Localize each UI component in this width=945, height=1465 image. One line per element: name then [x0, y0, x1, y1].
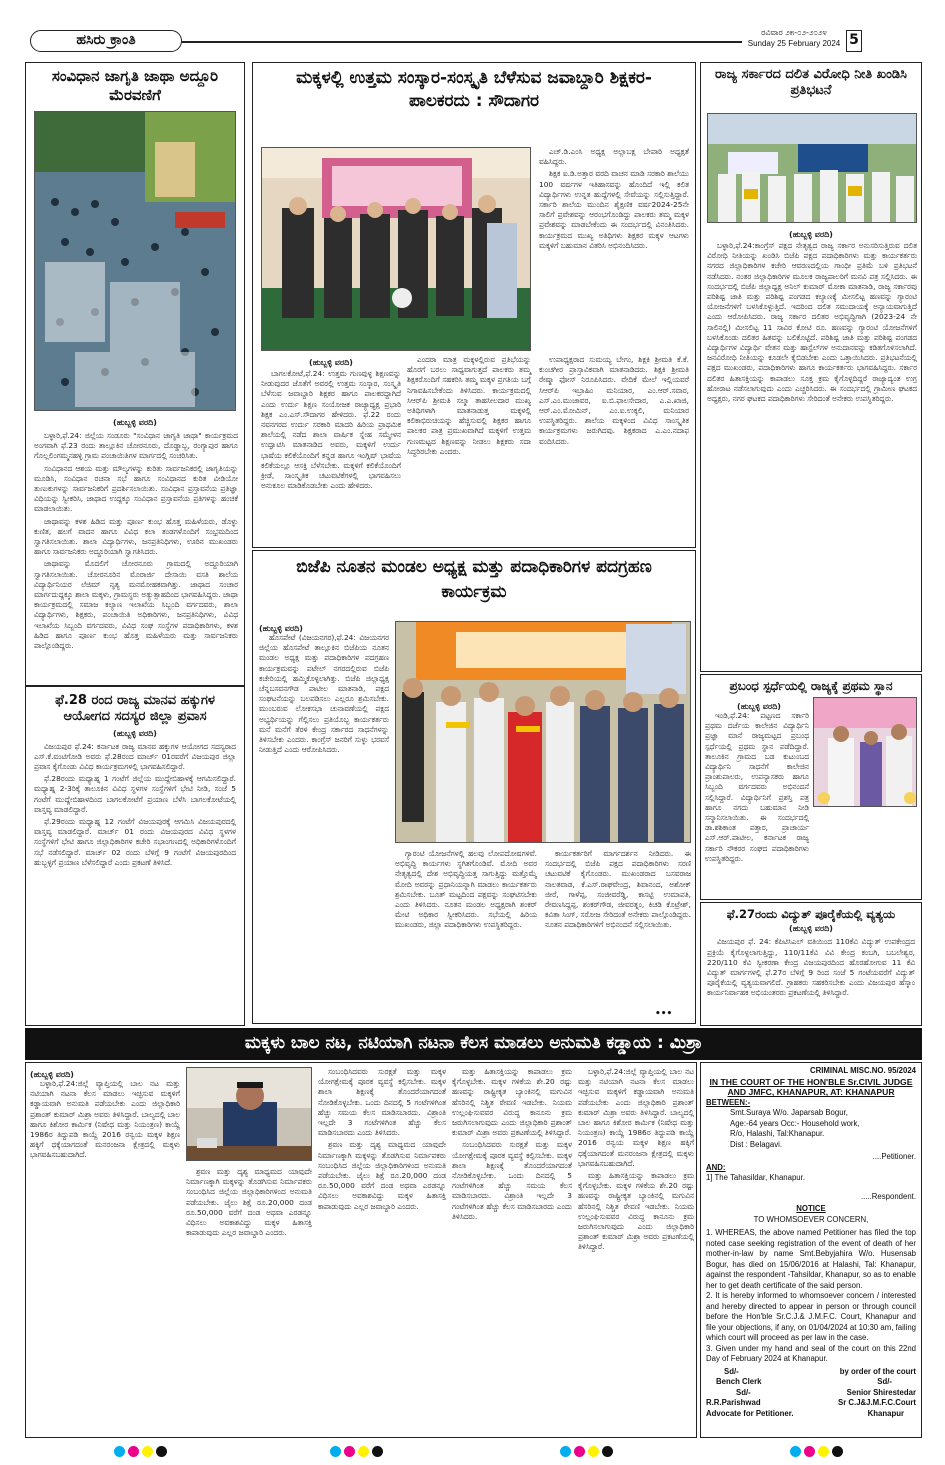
- school-event-image: [262, 148, 531, 351]
- magenta-dot: [574, 1446, 585, 1457]
- article-title: ಫೆ.27ರಂದು ವಿದ್ಯುತ್ ಪೂರೈಕೆಯಲ್ಲಿ ವ್ಯತ್ಯಯ: [726, 907, 896, 921]
- page-number: 5: [849, 32, 859, 48]
- article-child-actors: [25, 1062, 697, 1438]
- article-title: ಬಿಜೆಪಿ ನೂತನ ಮಂಡಲ ಅಧ್ಯಕ್ಷ ಮತ್ತು ಪದಾಧಿಕಾರಿಗಳ ಪದಗ್ರಹಣ ಕಾರ್ಯಕ್ರಮ: [296, 557, 652, 602]
- article-byline: (ಹುಬ್ಬಳ್ಳಿ ವರದಿ): [113, 728, 157, 738]
- article-byline: (ಹುಬ್ಬಳ್ಳಿ ವರದಿ): [30, 1070, 74, 1079]
- protest-photo: [707, 113, 917, 223]
- article-top-right-text: [539, 147, 689, 253]
- legal-between: BETWEEN:-: [706, 1097, 751, 1107]
- article-byline: (ಹುಬ್ಬಳ್ಳಿ ವರದಿ): [789, 230, 833, 239]
- legal-notice-heading: NOTICE: [796, 1204, 826, 1213]
- paragraph: ಕಾರ್ಯಕರ್ತರಿಗೆ ಮಾರ್ಗದರ್ಶನ ನೀಡಿದರು. ಈ ಸಂದರ್ಭದಲ್ಲಿ ಬಿಜೆಪಿ ಪಕ್ಷದ ಪದಾಧಿಕಾರಿಗಳು ಸರಣಿ ಚಟುವಟಿಕೆ ಕೈಗೊಂಡರು. ಮುಖಂಡರಾದ ಬಸವರಾಜ ನಾಲತವಾಡ, ಕೆ.ಎಸ್.ರಾಘವೇಂದ್ರ, ಶಿವಾನಂದ, ಅಶೋಕ್ ಜೀರೆ, ಗಾಳೆಪ್ಪ, ಸಂಜೀವರೆಡ್ಡಿ, ಕಾಸಟ್ಟಿ ಉಮಾಪತಿ, ರೇವಣಸಿದ್ದಪ್ಪ, ಶಂಕರ್‌ಗೌಡ, ಜೀವರತ್ನಂ, ಕಿಚಡಿ ಕೊಟ್ರೇಶ್, ಕವಿತಾ ಸಿಂಗ್, ಸರೋಜ ಸೇರಿದಂತೆ ಅನೇಕರು ಪಾಲ್ಗೊಂಡಿದ್ದರು. ನೂತನ ಪದಾಧಿಕಾರಿಗಳಿಗೆ ಅಭಿನಂದನೆ ಸಲ್ಲಿಸಲಾಯಿತು.: [545, 849, 691, 930]
- masthead: [12, 28, 934, 58]
- end-marker: •••: [655, 1009, 673, 1019]
- legal-respondent-label: .....Respondent.: [860, 1191, 916, 1201]
- protest-image: [708, 114, 917, 223]
- article-essay-competition: [700, 674, 922, 900]
- cyan-dot: [560, 1446, 571, 1457]
- student-award-image: [814, 698, 917, 807]
- legal-petitioner-residence: R/o, Halashi, Tal:Khanapur.: [730, 1129, 825, 1138]
- cyan-dot: [790, 1446, 801, 1457]
- black-dot: [372, 1446, 383, 1457]
- color-registration-marks-center: [330, 1446, 390, 1458]
- paragraph: ಸಂವಿಧಾನದ ಆಶಯ ಮತ್ತು ಮೌಲ್ಯಗಳನ್ನು ಕುರಿತು ಸಾರ್ವಜನಿಕರಲ್ಲಿ ಜಾಗೃತಿಯನ್ನು ಮೂಡಿಸಿ, ಸಂವಿಧಾನ ರಚನಾ ಸಭೆ ಹಾಗೂ ಸಂವಿಧಾನದ ಕುರಿತ ವೀಡಿಯೋ ತುಣುಕುಗಳನ್ನು ಸಾರ್ವಜನಿಕರಿಗೆ ಪ್ರದರ್ಶಿಸಲಾಯಿತು. ಸಂವಿಧಾನ ಪ್ರಸ್ತಾವನೆಯ ಪ್ರತಿಜ್ಞಾ ವಿಧಿಯನ್ನು ಸ್ವೀಕರಿಸಿ, ಜಾಥಾದ ಉದ್ದಕ್ಕೂ ಸಂವಿಧಾನ ಪ್ರಸ್ತಾವನೆಯ ಪ್ರತಿಗಳನ್ನು ಹಂಚಿಕೆ ಮಾಡಲಾಯಿತು.: [34, 463, 238, 514]
- yellow-dot: [358, 1446, 369, 1457]
- legal-senior-shirestedar: Senior Shirestedar: [846, 1387, 916, 1397]
- article-col-1: [259, 633, 389, 757]
- legal-clause-3: 3. Given under my hand and seal of the court on this 22nd Day of February 2024 at Khanapur.: [706, 1343, 916, 1363]
- yellow-dot: [588, 1446, 599, 1457]
- legal-signature-row-3: [706, 1388, 916, 1399]
- article-col-5: [578, 1067, 694, 1255]
- legal-misc-no: CRIMINAL MISC.NO. 95/2024: [809, 1066, 916, 1075]
- paragraph: ಶ್ರವಣ ಮತ್ತು ದೃಶ್ಯ ಮಾಧ್ಯಮದ ಯಾವುದೇ ನಿರ್ಮಾಣಕ್ಕಾಗಿ ಮಕ್ಕಳನ್ನು ತೊಡಗಿಸುವ ನಿರ್ಮಾಪಕರು ಸಂಬಂಧಿಸಿದ ಜಿಲ್ಲೆಯ ಜಿಲ್ಲಾಧಿಕಾರಿಗಳಿಂದ ಅನುಮತಿ ಪಡೆಯಬೇಕು. ಜೈಲು ಶಿಕ್ಷೆ ರೂ.20,000 ದಂಡ ರೂ.50,000 ವರೆಗೆ ದಂಡ ಅಥವಾ ಎರಡನ್ನೂ ವಿಧಿಸಲು ಅವಕಾಶವಿದ್ದು ಮಕ್ಕಳ ಹಿತಾಸಕ್ತಿ ಕಾಪಾಡುವುದು ಎಲ್ಲರ ಜವಾಬ್ದಾರಿ ಎಂದರು.: [186, 1167, 312, 1238]
- magenta-dot: [804, 1446, 815, 1457]
- legal-petitioner-district: Dist : Belagavi.: [730, 1139, 783, 1149]
- legal-khanapur: Khanapur: [867, 1408, 904, 1418]
- child-actor-banner: [25, 1028, 922, 1060]
- legal-notice: [700, 1062, 922, 1438]
- legal-signature-row-4: [706, 1398, 916, 1409]
- article-body: [705, 711, 809, 866]
- paragraph: ಮತ್ತು ಹಿತಾಸಕ್ತಿಯನ್ನು ಕಾಪಾಡಲು ಕ್ರಮ ಕೈಗೊಳ್ಳಬೇಕು. ಮಕ್ಕಳ ಗಳಿಕೆಯ ಶೇ.20 ರಷ್ಟು ಹಣವನ್ನು ರಾಷ್ಟ್ರೀಕೃತ ಬ್ಯಾಂಕಿನಲ್ಲಿ ಮಗುವಿನ ಹೆಸರಿನಲ್ಲಿ ನಿಶ್ಚಿತ ಠೇವಣಿ ಇಡಬೇಕು. ನಿಯಮ ಉಲ್ಲಂಘಿಸುವವರ ವಿರುದ್ಧ ಕಾನೂನು ಕ್ರಮ ಜರುಗಿಸಲಾಗುವುದು ಎಂದು ಜಿಲ್ಲಾಧಿಕಾರಿ ಪ್ರಶಾಂತ್ ಕುಮಾರ್ ಮಿಶ್ರಾ ಅವರು ಪ್ರಕಟಣೆಯಲ್ಲಿ ತಿಳಿಸಿದ್ದಾರೆ.: [578, 1171, 694, 1252]
- paragraph: ಬಾಗಲಕೋಟೆ,ಫೆ.24: ಉತ್ತಮ ಗುಣವುಳ್ಳ ಶಿಕ್ಷಣವನ್ನು ನೀಡುವುದರ ಜೊತೆಗೆ ಅವರಲ್ಲಿ ಉತ್ತಮ ಸಂಸ್ಕಾರ, ಸಂಸ್ಕೃತಿ ಬೆಳೆಸುವ ಜವಾಬ್ದಾರಿ ಶಿಕ್ಷಕರ ಹಾಗೂ ಪಾಲಕರದ್ದಾಗಿದೆ ಎಂದು ಉರ್ದು ಶಿಕ್ಷಣ ಸಂಯೋಜಕ ರಾಜ್ಯಾಧ್ಯಕ್ಷ ಪ್ರಭಾರಿ ಶಿಕ್ಷಕ ಎಂ.ಎಸ್.ಸೌದಾಗರ ಹೇಳಿದರು. ಫೆ.22 ರಂದು ನವನಗರದ ಉರ್ದು ಸರಕಾರಿ ಮಾದರಿ ಹಿರಿಯ ಪ್ರಾಥಮಿಕ ಶಾಲೆಯಲ್ಲಿ ನಡೆದ ಶಾಲಾ ವಾರ್ಷಿಕ ಸ್ನೇಹ ಸಮ್ಮೇಳನ ಉದ್ಘಾಟಿಸಿ ಮಾತನಾಡಿದ ಅವರು, ಮಕ್ಕಳಿಗೆ ಉರ್ದು ಭಾಷೆಯ ಕಲಿಕೆಯೊಂದಿಗೆ ಕನ್ನಡ ಹಾಗೂ ಇಂಗ್ಲಿಷ್ ಭಾಷೆಯ ಕಲಿಕೆಯಲ್ಲೂ ಆಸಕ್ತಿ ಬೆಳೆಸಬೇಕು. ಮಕ್ಕಳಿಗೆ ಕಲಿಕೆಯೊಂದಿಗೆ ಕ್ರೀಡೆ, ಸಾಂಸ್ಕೃತಿಕ ಚಟುವಟಿಕೆಗಳಲ್ಲಿ ಭಾಗವಹಿಸಲು ಅನುಕೂಲ ಮಾಡಿಕೊಡಬೇಕು ಎಂದು ಹೇಳಿದರು.: [261, 369, 401, 491]
- magenta-dot: [344, 1446, 355, 1457]
- legal-to-whom: TO WHOMSOEVER CONCERN,: [753, 1214, 869, 1224]
- district-collector-image: [187, 1068, 312, 1161]
- article-byline: (ಹುಬ್ಬಳ್ಳಿ ವರದಿ): [737, 702, 781, 711]
- paragraph: ಜಾಥಾವನ್ನು ಮೊದಲಿಗೆ ಚೋರನೂರು ಗ್ರಾಮದಲ್ಲಿ ಅದ್ದೂರಿಯಾಗಿ ಸ್ವಾಗತಿಸಲಾಯಿತು. ಚೋರನೂರಿನ ಮೊರಾರ್ಜಿ ದೇಸಾಯಿ ವಸತಿ ಶಾಲೆಯ ವಿದ್ಯಾರ್ಥಿನಿಯರ ಲೆಜಿಮ್ ನೃತ್ಯ ಮನಮೋಹಕವಾಗಿತ್ತು. ಜಾಥಾದ ಸಂಚಾರ ಮಾರ್ಗದುದ್ದಕ್ಕೂ ಶಾಲಾ ಮಕ್ಕಳು, ಗ್ರಾಮಸ್ಥರು ಅತ್ಯುತ್ಸಾಹದಿಂದ ಭಾಗವಹಿಸಿದ್ದರು. ಜಾಥಾ ಕಾರ್ಯಕ್ರಮದಲ್ಲಿ ಸಮಾಜ ಕಲ್ಯಾಣ ಇಲಾಖೆಯ ಸಿಬ್ಬಂದಿ ವರ್ಗದವರು, ಶಾಲಾ ವಿದ್ಯಾರ್ಥಿಗಳು, ಶಿಕ್ಷಕರು, ಪಂಚಾಯಿತಿ ಅಧಿಕಾರಿಗಳು, ಜನಪ್ರತಿನಿಧಿಗಳು, ವಿವಿಧ ಇಲಾಖೆಯ ಸಿಬ್ಬಂದಿ ವರ್ಗದವರು, ವಿವಿಧ ಸಂಘ ಸಂಸ್ಥೆಗಳ ಪದಾಧಿಕಾರಿಗಳು, ಕಳಶ ಹಿಡಿದ ಹಾಗೂ ಪೂರ್ಣ ಕುಂಭ ಹೊತ್ತ ಮಹಿಳೆಯರು ಮತ್ತು ಸಾರ್ವಜನಿಕರು ಪಾಲ್ಗೊಂಡಿದ್ದರು.: [34, 559, 238, 651]
- article-byline: (ಹುಬ್ಬಳ್ಳಿ ವರದಿ): [309, 358, 353, 367]
- legal-court-line-1: IN THE COURT OF THE HON'BLE Sr.CIVIL JUDGE: [709, 1076, 913, 1087]
- legal-clause-1: 1. WHEREAS, the above named Petitioner has filed the top noted case seeking registration of the event of death of her mother-in-law by name Smt.Bebyjahira W/o. Husensab Bogur, has died on 15/06/2016 at Halashi, Tal: Khanapur, against the respondent -Tahsildar, Khanapur, so as to enable her to get death certificate of the said person.: [706, 1228, 916, 1290]
- school-event-photo: [261, 147, 531, 351]
- article-title: ಮಕ್ಕಳು ಬಾಲ ನಟ, ನಟಿಯಾಗಿ ನಟನಾ ಕೆಲಸ ಮಾಡಲು ಅನುಮತಿ ಕಡ್ಡಾಯ : ಮಿಶ್ರಾ: [244, 1033, 703, 1053]
- article-power-outage: [700, 902, 922, 1026]
- cyan-dot: [114, 1446, 125, 1457]
- legal-order: by order of the court: [839, 1366, 916, 1376]
- date-kannada: ರವಿವಾರ ೨೫-೦೨-೨೦೨೪: [761, 28, 827, 37]
- paragraph: ಎಂದರಾ ಮಾತ್ರ ಮಕ್ಕಳಲ್ಲಿರುವ ಪ್ರತಿಭೆಯನ್ನು ಹೊರಗೆ ಬರಲು ಸಾಧ್ಯವಾಗುತ್ತದೆ ಪಾಲಕರು ತಮ್ಮ ಶಿಕ್ಷಕರೊಂದಿಗೆ ಸಹಕರಿಸಿ ತಮ್ಮ ಮಕ್ಕಳ ಪ್ರಗತಿಯ ಬಗ್ಗೆ ನಿಗಾವಹಿಸಬೇಕೆಂದು ತಿಳಿಸಿದರು. ಕಾರ್ಯಕ್ರಮದಲ್ಲಿ ಸಿಆರ್‌ಪಿ ಶ್ರೀಮತಿ ಸಲ್ಮಾ ತಾಹಸೀಲದಾರ ಮುಖ್ಯ ಅತಿಥಿಗಳಾಗಿ ಮಾತನಾಡುತ್ತ ಮಕ್ಕಳಲ್ಲಿ ಕಲಿಕಾಭಿರುಚಿಯನ್ನು ಹೆಚ್ಚಿಸುವಲ್ಲಿ ಶಿಕ್ಷಕರ ಹಾಗೂ ಪಾಲಕರ ಪಾತ್ರ ಪ್ರಮುಖವಾಗಿದೆ ಮಕ್ಕಳಿಗೆ ಉತ್ತಮ ಗುಣಮಟ್ಟದ ಶಿಕ್ಷಣವನ್ನು ನೀಡಲು ಶಿಕ್ಷಕರು ಸದಾ ಸಿದ್ಧರಿರಬೇಕು ಎಂದರು.: [407, 355, 531, 456]
- paragraph: ಶಿಕ್ಷಕ ಐ.ಡಿ.ಅತ್ತಾರ ವರದಿ ವಾಚನ ಮಾಡಿ ಸರಕಾರಿ ಶಾಲೆಯು 100 ವರ್ಷಗಳ ಇತಿಹಾಸವನ್ನು ಹೊಂದಿದೆ ಇಲ್ಲಿ ಕಲಿತ ವಿದ್ಯಾರ್ಥಿಗಳು ಉನ್ನತ ಹುದ್ದೆಗಳಲ್ಲಿ ಸೇವೆಯನ್ನು ಸಲ್ಲಿಸುತ್ತಿದ್ದಾರೆ. ಸರ್ಕಾರಿ ಶಾಲೆಯ ಮುಂದಿನ ಶೈಕ್ಷಣಿಕ ವರ್ಷ2024-25ನೇ ಸಾಲಿಗೆ ಪ್ರವೇಶವನ್ನು ಆರಂಭಗೊಂಡಿದ್ದು ಪಾಲಕರು ತಮ್ಮ ಮಕ್ಕಳ ಪ್ರವೇಶವನ್ನು ಮಾಡಬೇಕೆಂದು ಈ ಸಂದರ್ಭದಲ್ಲಿ ವಿನಂತಿಸಿದರು. ಕಾರ್ಯಕ್ರಮದ ಮುಖ್ಯ ಅತಿಥಿಗಳು ಶಿಕ್ಷಕರ ಮಕ್ಕಳ ಆಟಗಳು ಮಕ್ಕಳಿಗೆ ಬಹುಮಾನ ವಿತರಿಸಿ ಅಭಿನಂದಿಸಿದರು.: [539, 169, 689, 250]
- yellow-dot: [142, 1446, 153, 1457]
- paragraph: ಉಪಾಧ್ಯಕ್ಷರಾದ ಸುಮಯ್ಯ ಬೇಗಂ, ಶಿಕ್ಷಕಿ ಶ್ರೀಮತಿ ಕೆ.ಕೆ. ಕುಂಚಗೀರ ಪ್ರಾಸ್ತಾವಿಕವಾಗಿ ಮಾತನಾಡಿದರು. ಶಿಕ್ಷಕಿ ಶ್ರೀಮತಿ ರೇಷ್ಮಾ ಫೋಸ್ ನಿರೂಪಿಸಿದರು. ವೇದಿಕೆ ಮೇಲೆ ಇಲ್ಲಿಯವರೆ ಸಿಆರ್‌ಪಿ ಇಬ್ರಾಹಿಂ ಮನಿಯಾರ, ಎಂ.ಆರ್.ಸವಾರ, ಎಸ್.ಎಂ.ಮುಜಾವರ, ಐ.ಬಿ.ಫಾಲಸೇದಾರ, ಎ.ಎ.ಖಾಜಿ, ಆರ್.ಎಂ.ಮೋಮಿನ್, ಎಂ.ಐ.ಉಕ್ಕಲಿ, ಮನಿಯಾರ ಉಪಸ್ಥಿತರಿದ್ದರು. ಶಾಲೆಯ ಮಕ್ಕಳಿಂದ ವಿವಿಧ ಸಾಂಸ್ಕೃತಿಕ ಕಾರ್ಯಕ್ರಮಗಳು ಜರುಗಿದವು. ಶಿಕ್ಷಕರಾದ ಎ.ಎಂ.ನದಾಫ ವಂದಿಸಿದರು.: [539, 355, 689, 446]
- color-registration-marks-right: [560, 1446, 620, 1458]
- article-title: ಸಂವಿಧಾನ ಜಾಗೃತಿ ಜಾಥಾ ಅದ್ದೂರಿ ಮೆರವಣಿಗೆ: [51, 67, 219, 104]
- article-body: [26, 742, 244, 868]
- student-award-photo: [813, 697, 917, 807]
- legal-advocate-name: R.R.Parishwad: [706, 1398, 761, 1407]
- article-col-2: [407, 355, 531, 459]
- article-col-3: [545, 849, 691, 933]
- legal-clause-2: 2. It is hereby informed to whomsoever concern / interested and hereby directed to appear in person or through council before the Hon'ble Sr.C.J.& J.M.F.C. Court, Khanapur and file your objections, if any, on 01/04/2024 at 10:30 am, failing which court will proceed as per law in the case.: [706, 1291, 916, 1342]
- paragraph: ಎಚ್.ಡಿ.ಎಂಸಿ ಅಧ್ಯಕ್ಷ ಅಲ್ಲಾಬಕ್ಷ ಬೇಪಾರಿ ಅಧ್ಯಕ್ಷತೆ ವಹಿಸಿದ್ದರು.: [539, 147, 689, 167]
- article-col-2: [186, 1167, 312, 1240]
- paragraph: ಬಳ್ಳಾರಿ,ಫೆ.24: ಜಿಲ್ಲೆಯ ಸಂಡೂರು "ಸಂವಿಧಾನ ಜಾಗೃತಿ ಜಾಥಾ" ಕಾರ್ಯಕ್ರಮದ ಅಂಗವಾಗಿ ಫೆ.23 ರಂದು ತಾಲ್ಲೂಕಿನ ಚೋರನೂರು, ದೊಡ್ಡಾಬ್ಬ, ರಂಗ್ಯಾಪುರ ಹಾಗೂ ಗೊಲ್ಲಲಿಂಗಮ್ಮನಹಳ್ಳಿ ಗ್ರಾಮ ಪಂಚಾಯಿತಿಗಳ ಮಾರ್ಗದಲ್ಲಿ ಸಂಚರಿಸಿತು.: [34, 431, 238, 461]
- district-collector-photo: [186, 1067, 312, 1161]
- legal-signature-row-5: [706, 1409, 916, 1420]
- article-col-2: [395, 849, 537, 933]
- color-registration-marks-far-right: [790, 1446, 850, 1458]
- legal-sd-right: Sd/-: [877, 1377, 892, 1386]
- masthead-name: ಹಸಿರು ಕ್ರಾಂತಿ: [76, 32, 136, 48]
- bjp-event-photo: [395, 621, 691, 843]
- article-title: ರಾಜ್ಯ ಸರ್ಕಾರದ ದಲಿತ ವಿರೋಧಿ ನೀತಿ ಖಂಡಿಸಿ ಪ್ರತಿಭಟನೆ: [715, 67, 907, 99]
- article-samvidhana: [25, 62, 245, 686]
- paragraph: ಗ್ಯಾರಂಟಿ ಯೋಜನೆಗಳಲ್ಲಿ ಹಲವು ಲೋಪದೋಷಗಳಿವೆ. ಅಭಿವೃದ್ಧಿ ಕಾರ್ಯಗಳು ಸ್ಥಗಿತಗೊಂಡಿವೆ. ಮೋದಿ ಅವರ ನೇತೃತ್ವದಲ್ಲಿ ದೇಶ ಅಭಿವೃದ್ಧಿಯತ್ತ ಸಾಗುತ್ತಿದ್ದು ಮತ್ತೊಮ್ಮೆ ಮೋದಿ ಅವರನ್ನು ಪ್ರಧಾನಿಯನ್ನಾಗಿ ಮಾಡಲು ಕಾರ್ಯಕರ್ತರು ಶ್ರಮಿಸಬೇಕು. ಬೂತ್ ಮಟ್ಟದಿಂದ ಪಕ್ಷವನ್ನು ಸಂಘಟಿಸಬೇಕು ಎಂದು ತಿಳಿಸಿದರು. ನೂತನ ಮಂಡಲ ಅಧ್ಯಕ್ಷರಾಗಿ ಶಂಕರ್ ಮೇಟಿ ಅಧಿಕಾರ ಸ್ವೀಕರಿಸಿದರು. ಸಭೆಯಲ್ಲಿ ಹಿರಿಯ ಮುಖಂಡರು, ಜಿಲ್ಲಾ ಪದಾಧಿಕಾರಿಗಳು ಉಪಸ್ಥಿತರಿದ್ದರು.: [395, 849, 537, 930]
- legal-court-line-2: AND JMFC, KHANAPUR, AT: KHANAPUR: [727, 1087, 895, 1097]
- legal-petitioner-label: ....Petitioner.: [872, 1152, 916, 1161]
- article-col-4: [452, 1067, 572, 1224]
- article-col-3: [318, 1067, 446, 1214]
- paragraph: ಹೊಸಪೇಟೆ (ವಿಜಯನಗರ),ಫೆ.24: ವಿಜಯನಗರ ಜಿಲ್ಲೆಯ ಹೊಸಪೇಟೆ ತಾಲ್ಲೂಕಿನ ಬಿಜೆಪಿಯ ನೂತನ ಮಂಡಲ ಅಧ್ಯಕ್ಷ ಮತ್ತು ಪದಾಧಿಕಾರಿಗಳ ಪದಗ್ರಹಣ ಕಾರ್ಯಕ್ರಮವನ್ನು ಪಟೇಲ್ ನಗರದಲ್ಲಿರುವ ಬಿಜೆಪಿ ಕಚೇರಿಯಲ್ಲಿ ಹಮ್ಮಿಕೊಳ್ಳಲಾಗಿತ್ತು. ಬಿಜೆಪಿ ಜಿಲ್ಲಾಧ್ಯಕ್ಷ ಚೆನ್ನಬಸವನಗೌಡ ಪಾಟೀಲ ಮಾತನಾಡಿ, ಪಕ್ಷದ ಸಂಘಟನೆಯನ್ನು ಬಲಪಡಿಸಲು ಎಲ್ಲರೂ ಶ್ರಮಿಸಬೇಕು. ಮುಂಬರುವ ಲೋಕಸಭಾ ಚುನಾವಣೆಯಲ್ಲಿ ಪಕ್ಷದ ಅಭ್ಯರ್ಥಿಯನ್ನು ಗೆಲ್ಲಿಸಲು ಪ್ರತಿಯೊಬ್ಬ ಕಾರ್ಯಕರ್ತರು ಮನೆ ಮನೆಗೆ ತೆರಳಿ ಕೇಂದ್ರ ಸರ್ಕಾರದ ಸಾಧನೆಗಳನ್ನು ತಿಳಿಸಬೇಕು ಎಂದರು. ಕಾಂಗ್ರೆಸ್ ಜನರಿಗೆ ಸುಳ್ಳು ಭರವಸೆ ನೀಡುತ್ತಿದೆ ಎಂದು ಆರೋಪಿಸಿದರು.: [259, 633, 389, 755]
- paragraph: ಫೆ.28ರಂದು ಮಧ್ಯಾಹ್ನ 1 ಗಂಟೆಗೆ ಜಿಲ್ಲೆಯ ಮುದ್ದೇಬಿಹಾಳಕ್ಕೆ ಆಗಮಿಸಲಿದ್ದಾರೆ. ಮಧ್ಯಾಹ್ನ 2-3ರಿಕ್ಕೆ ತಾಲೂಕಿನ ವಿವಿಧ ಸ್ಥಳಗಳ ಸಂಸ್ಥೆಗಳಿಗೆ ಭೇಟಿ ನೀಡಿ, ಸಂಜೆ 5 ಗಂಟೆಗೆ ಮುದ್ದೇಬಿಹಾಳದಿಂದ ಬಾಗಲಕೋಟೆಗೆ ಪ್ರಯಾಣ ಬೆಳೆಸಿ ಬಾಗಲಕೋಟೆಯಲ್ಲಿ ವಾಸ್ತವ್ಯ ಮಾಡಲಿದ್ದಾರೆ.: [34, 774, 236, 814]
- paragraph: ಬಳ್ಳಾರಿ,ಫೆ.24:ಜಿಲ್ಲೆ ವ್ಯಾಪ್ತಿಯಲ್ಲಿ ಬಾಲ ನಟ ಮತ್ತು ನಟಿಯಾಗಿ ನಟನಾ ಕೆಲಸ ಮಾಡಲು ಇಚ್ಛಿಸುವ ಮಕ್ಕಳಿಗೆ ಕಡ್ಡಾಯವಾಗಿ ಅನುಮತಿ ಪಡೆಯಬೇಕು ಎಂದು ಜಿಲ್ಲಾಧಿಕಾರಿ ಪ್ರಶಾಂತ್ ಕುಮಾರ್ ಮಿಶ್ರಾ ಅವರು ತಿಳಿಸಿದ್ದಾರೆ. ಬಾಲ್ಯದಲ್ಲಿ ಬಾಲ ಹಾಗೂ ಕಿಶೋರ ಕಾರ್ಮಿಕ (ನಿಷೇಧ ಮತ್ತು ನಿಯಂತ್ರಣ) ಕಾಯ್ದೆ 1986ರ ತಿದ್ದುಪಡಿ ಕಾಯ್ದೆ 2016 ರನ್ವಯ ಮಕ್ಕಳ ಶಿಕ್ಷಣ ಹಕ್ಕಿಗೆ ಧಕ್ಕೆಯಾಗದಂತೆ ಮನರಂಜನಾ ಕ್ಷೇತ್ರದಲ್ಲಿ ಮಕ್ಕಳು ಭಾಗವಹಿಸಬಹುದಾಗಿದೆ.: [30, 1079, 180, 1160]
- article-body: [34, 431, 238, 653]
- article-title: ಮಕ್ಕಳಲ್ಲಿ ಉತ್ತಮ ಸಂಸ್ಕಾರ-ಸಂಸ್ಕೃತಿ ಬೆಳೆಸುವ ಜವಾಬ್ದಾರಿ ಶಿಕ್ಷಕರ-ಪಾಲಕರದು : ಸೌದಾಗರ: [296, 68, 652, 111]
- paragraph: ಬಳ್ಳಾರಿ,ಫೆ.24:ಕಾಂಗ್ರೆಸ್ ಪಕ್ಷದ ನೇತೃತ್ವದ ರಾಜ್ಯ ಸರ್ಕಾರ ಅನುಸರಿಸುತ್ತಿರುವ ದಲಿತ ವಿರೋಧಿ ನೀತಿಯನ್ನು ಖಂಡಿಸಿ ಬಿಜೆಪಿ ಪಕ್ಷದ ಪದಾಧಿಕಾರಿಗಳು ಮತ್ತು ಕಾರ್ಯಕರ್ತರು ನಗರದ ಜಿಲ್ಲಾಧಿಕಾರಿಗಳ ಕಚೇರಿ ಆವರಣದಲ್ಲಿಯ ಗಾಂಧೀ ಪ್ರತಿಮೆ ಬಳಿ ಪ್ರತಿಭಟನೆ ನಡೆಸಿದರು. ನಂತರ ಜಿಲ್ಲಾಧಿಕಾರಿಗಳ ಮೂಲಕ ರಾಜ್ಯಪಾಲರಿಗೆ ಮನವಿ ಪತ್ರ ಸಲ್ಲಿಸಿದರು. ಈ ಸಂದರ್ಭದಲ್ಲಿ ಬಿಜೆಪಿ ಜಿಲ್ಲಾಧ್ಯಕ್ಷ ಅನಿಲ್ ಕುಮಾರ್ ಮೋಕಾ ಮಾತನಾಡಿ, ರಾಜ್ಯ ಸರ್ಕಾರವು ಪರಿಶಿಷ್ಟ ಜಾತಿ ಮತ್ತು ಪರಿಶಿಷ್ಟ ಪಂಗಡದ ಕಲ್ಯಾಣಕ್ಕೆ ಮೀಸಲಿಟ್ಟ ಹಣವನ್ನು ಗ್ಯಾರಂಟಿ ಯೋಜನೆಗಳಿಗೆ ಬಳಸಿಕೊಳ್ಳುತ್ತಿದೆ. ಇದರಿಂದ ದಲಿತ ಸಮುದಾಯಕ್ಕೆ ಅನ್ಯಾಯವಾಗುತ್ತಿದೆ ಎಂದು ಆರೋಪಿಸಿದರು. ರಾಜ್ಯ ಸರ್ಕಾರ ದಲಿತರ ಅಭಿವೃದ್ಧಿಗಾಗಿ (2023-24 ನೇ ಸಾಲಿನಲ್ಲಿ) ಮೀಸಲಿಟ್ಟ 11 ಸಾವಿರ ಕೋಟಿ ರೂ. ಹಣವನ್ನು ಗ್ಯಾರಂಟಿ ಯೋಜನೆಗಳಿಗೆ ಬಳಸಿಕೊಂಡು ದಲಿತರ ಹಿತವನ್ನು ಬಲಿಕೊಟ್ಟಿದೆ. ಪರಿಶಿಷ್ಟ ಜಾತಿ ಮತ್ತು ಪರಿಶಿಷ್ಟ ಪಂಗಡದ ವಿದ್ಯಾರ್ಥಿಗಳ ವಿದ್ಯಾರ್ಥಿ ವೇತನ ಮತ್ತು ಹಾಸ್ಟೆಲ್‌ಗಳ ಅನುದಾನವನ್ನು ಕಡಿತಗೊಳಿಸಲಾಗಿದೆ. ಜನವಿರೋಧಿ ನೀತಿಯನ್ನು ಕೂಡಲೇ ಕೈಬಿಡಬೇಕು ಎಂದು ಒತ್ತಾಯಿಸಿದರು. ಪ್ರತಿಭಟನೆಯಲ್ಲಿ ಪಕ್ಷದ ಮುಖಂಡರು, ಪದಾಧಿಕಾರಿಗಳು ಹಾಗೂ ಕಾರ್ಯಕರ್ತರು ಭಾಗವಹಿಸಿದ್ದರು. ಸರ್ಕಾರ ದಲಿತರ ಹಿತಾಸಕ್ತಿಯನ್ನು ಕಾಪಾಡಲು ಸೂಕ್ತ ಕ್ರಮ ಕೈಗೊಳ್ಳದಿದ್ದರೆ ರಾಜ್ಯಾದ್ಯಂತ ಉಗ್ರ ಹೋರಾಟ ನಡೆಸಲಾಗುವುದು ಎಂದು ಎಚ್ಚರಿಸಿದರು. ಈ ಸಂದರ್ಭದಲ್ಲಿ ಗ್ರಾಮೀಣ ಘಟಕದ ಅಧ್ಯಕ್ಷರು, ನಗರ ಘಟಕದ ಪದಾಧಿಕಾರಿಗಳು ಸೇರಿದಂತೆ ಅನೇಕರು ಉಪಸ್ಥಿತರಿದ್ದರು.: [707, 241, 917, 404]
- article-byline: (ಹುಬ್ಬಳ್ಳಿ ವರದಿ): [259, 624, 303, 633]
- article-title: ಫೆ.28 ರಂದ ರಾಜ್ಯ ಮಾನವ ಹಕ್ಕುಗಳ ಆಯೋಗದ ಸದಸ್ಯರ ಜಿಲ್ಲಾ ಪ್ರವಾಸ: [55, 693, 215, 725]
- paragraph: ಶ್ರವಣ ಮತ್ತು ದೃಶ್ಯ ಮಾಧ್ಯಮದ ಯಾವುದೇ ನಿರ್ಮಾಣಕ್ಕಾಗಿ ಮಕ್ಕಳನ್ನು ತೊಡಗಿಸುವ ನಿರ್ಮಾಪಕರು ಸಂಬಂಧಿಸಿದ ಜಿಲ್ಲೆಯ ಜಿಲ್ಲಾಧಿಕಾರಿಗಳಿಂದ ಅನುಮತಿ ಪಡೆಯಬೇಕು. ಜೈಲು ಶಿಕ್ಷೆ ರೂ.20,000 ದಂಡ ರೂ.50,000 ವರೆಗೆ ದಂಡ ಅಥವಾ ಎರಡನ್ನೂ ವಿಧಿಸಲು ಅವಕಾಶವಿದ್ದು ಮಕ್ಕಳ ಹಿತಾಸಕ್ತಿ ಕಾಪಾಡುವುದು ಎಲ್ಲರ ಜವಾಬ್ದಾರಿ ಎಂದರು.: [318, 1140, 446, 1211]
- paragraph: ವಿಜಯಪುರ ಫೆ. 24: ಕೆಪಿಟಿಸಿಎಲ್ ವತಿಯಿಂದ 110ಕೆವಿ ವಿದ್ಯುತ್ ಉಪಕೇಂದ್ರದ ಪ್ರಕ್ರಿಯೆ ಕೈಗೊಳ್ಳಲಾಗುತ್ತಿದ್ದು, 110/11ಕೆವಿ ವಿವಿ ಕೇಂದ್ರ ಕಂಬಗಿ, ಬಬಲೇಶ್ವರ, 220/110 ಕೆವಿ ಸ್ವೀಕರಣಾ ಕೇಂದ್ರ ವಿಜಯಪುರದಿಂದ ಹೊರಹೋಗುವ 11 ಕೆವಿ ವಿದ್ಯುತ್ ಮಾರ್ಗಗಳಲ್ಲಿ ಫೆ.27ರ ಬೆಳಿಗ್ಗೆ 9 ರಿಂದ ಸಂಜೆ 5 ಗಂಟೆಯವರೆಗೆ ವಿದ್ಯುತ್ ಪೂರೈಕೆಯಲ್ಲಿ ವ್ಯತ್ಯಯವಾಗಲಿದೆ. ಗ್ರಾಹಕರು ಸಹಕರಿಸಬೇಕು ಎಂದು ವಿಜಯಪುರ ಹೆಸ್ಕಾಂ ಕಾರ್ಯನಿರ್ವಾಹಕ ಅಭಿಯಂತರರು ಪ್ರಕಟಣೆಯಲ್ಲಿ ತಿಳಿಸಿದ್ದಾರೆ.: [707, 937, 915, 998]
- article-body: [707, 241, 917, 406]
- paragraph: ಮತ್ತು ಹಿತಾಸಕ್ತಿಯನ್ನು ಕಾಪಾಡಲು ಕ್ರಮ ಕೈಗೊಳ್ಳಬೇಕು. ಮಕ್ಕಳ ಗಳಿಕೆಯ ಶೇ.20 ರಷ್ಟು ಹಣವನ್ನು ರಾಷ್ಟ್ರೀಕೃತ ಬ್ಯಾಂಕಿನಲ್ಲಿ ಮಗುವಿನ ಹೆಸರಿನಲ್ಲಿ ನಿಶ್ಚಿತ ಠೇವಣಿ ಇಡಬೇಕು. ನಿಯಮ ಉಲ್ಲಂಘಿಸುವವರ ವಿರುದ್ಧ ಕಾನೂನು ಕ್ರಮ ಜರುಗಿಸಲಾಗುವುದು ಎಂದು ಜಿಲ್ಲಾಧಿಕಾರಿ ಪ್ರಶಾಂತ್ ಕುಮಾರ್ ಮಿಶ್ರಾ ಅವರು ಪ್ರಕಟಣೆಯಲ್ಲಿ ತಿಳಿಸಿದ್ದಾರೆ.: [452, 1067, 572, 1138]
- paragraph: ಜಾಥಾವನ್ನು ಕಳಶ ಹಿಡಿದ ಮತ್ತು ಪೂರ್ಣ ಕುಂಭ ಹೊತ್ತ ಮಹಿಳೆಯರು, ಡೊಳ್ಳು ಕುಣಿತ, ಹಲಗೆ ವಾದನ ಹಾಗೂ ವಿವಿಧ ಕಲಾ ತಂಡಗಳೊಂದಿಗೆ ಸಂಭ್ರಮದಿಂದ ಸ್ವಾಗತಿಸಲಾಯಿತು. ಶಾಲಾ ವಿದ್ಯಾರ್ಥಿಗಳು, ಜನಪ್ರತಿನಿಧಿಗಳು, ಊರಿನ ಮುಖಂಡರು ಹಾಗೂ ಸಾರ್ವಜನಿಕರು ಅದ್ದೂರಿಯಾಗಿ ಸ್ವಾಗತಿಸಿದರು.: [34, 516, 238, 557]
- article-samskara: [252, 62, 696, 548]
- legal-signature-row-1: [706, 1367, 916, 1378]
- black-dot: [156, 1446, 167, 1457]
- legal-advocate-label: Advocate for Petitioner.: [706, 1408, 794, 1418]
- yellow-dot: [818, 1446, 829, 1457]
- paragraph: ಬಳ್ಳಾರಿ,ಫೆ.24:ಜಿಲ್ಲೆ ವ್ಯಾಪ್ತಿಯಲ್ಲಿ ಬಾಲ ನಟ ಮತ್ತು ನಟಿಯಾಗಿ ನಟನಾ ಕೆಲಸ ಮಾಡಲು ಇಚ್ಛಿಸುವ ಮಕ್ಕಳಿಗೆ ಕಡ್ಡಾಯವಾಗಿ ಅನುಮತಿ ಪಡೆಯಬೇಕು ಎಂದು ಜಿಲ್ಲಾಧಿಕಾರಿ ಪ್ರಶಾಂತ್ ಕುಮಾರ್ ಮಿಶ್ರಾ ಅವರು ತಿಳಿಸಿದ್ದಾರೆ. ಬಾಲ್ಯದಲ್ಲಿ ಬಾಲ ಹಾಗೂ ಕಿಶೋರ ಕಾರ್ಮಿಕ (ನಿಷೇಧ ಮತ್ತು ನಿಯಂತ್ರಣ) ಕಾಯ್ದೆ 1986ರ ತಿದ್ದುಪಡಿ ಕಾಯ್ದೆ 2016 ರನ್ವಯ ಮಕ್ಕಳ ಶಿಕ್ಷಣ ಹಕ್ಕಿಗೆ ಧಕ್ಕೆಯಾಗದಂತೆ ಮನರಂಜನಾ ಕ್ಷೇತ್ರದಲ್ಲಿ ಮಕ್ಕಳು ಭಾಗವಹಿಸಬಹುದಾಗಿದೆ.: [578, 1067, 694, 1168]
- legal-court-short: Sr C.J&J.M.F.C.Court: [838, 1398, 916, 1407]
- article-col-1: [30, 1079, 180, 1163]
- article-col-3: [539, 355, 689, 449]
- color-registration-marks-left: [114, 1446, 174, 1458]
- paragraph: ಸಂಬಂಧಿಸಿದವರು ಸುರಕ್ಷತೆ ಮತ್ತು ಮಕ್ಕಳ ಯೋಗಕ್ಷೇಮಕ್ಕೆ ಪೂರಕ ವ್ಯವಸ್ಥೆ ಕಲ್ಪಿಸಬೇಕು. ಮಕ್ಕಳ ಶಾಲಾ ಶಿಕ್ಷಣಕ್ಕೆ ತೊಂದರೆಯಾಗದಂತೆ ನೋಡಿಕೊಳ್ಳಬೇಕು. ಒಂದು ದಿನದಲ್ಲಿ 5 ಗಂಟೆಗಳಿಗಿಂತ ಹೆಚ್ಚು ಸಮಯ ಕೆಲಸ ಮಾಡಿಸಬಾರದು. ವಿಶ್ರಾಂತಿ ಇಲ್ಲದೇ 3 ಗಂಟೆಗಳಿಗಿಂತ ಹೆಚ್ಚು ಕೆಲಸ ಮಾಡಿಸಬಾರದು ಎಂದು ತಿಳಿಸಿದರು.: [452, 1140, 572, 1221]
- crowd-rally-photo: [34, 111, 236, 411]
- article-col-1: [261, 369, 401, 493]
- legal-respondent-name: 1] The Tahasildar, Khanapur.: [706, 1173, 805, 1182]
- article-bjp-mandala: [252, 550, 696, 1024]
- article-dalit-protest: [700, 62, 922, 672]
- legal-petitioner-age: Age:-64 years Occ:- Household work,: [730, 1118, 860, 1128]
- legal-sd-left: Sd/-: [736, 1387, 751, 1397]
- magenta-dot: [128, 1446, 139, 1457]
- black-dot: [602, 1446, 613, 1457]
- legal-sd: Sd/-: [724, 1366, 739, 1376]
- legal-signature-row-2: [706, 1377, 916, 1388]
- legal-and: AND:: [706, 1162, 726, 1172]
- legal-bench-clerk: Bench Clerk: [716, 1377, 762, 1386]
- legal-petitioner-name: Smt.Suraya W/o. Japarsab Bogur,: [730, 1108, 848, 1117]
- black-dot: [832, 1446, 843, 1457]
- article-byline: (ಹುಬ್ಬಳ್ಳಿ ವರದಿ): [113, 418, 157, 427]
- article-byline: (ಹುಬ್ಬಳ್ಳಿ ವರದಿ): [789, 924, 833, 934]
- article-title: ಪ್ರಬಂಧ ಸ್ಪರ್ಧೆಯಲ್ಲಿ ರಾಜ್ಯಕ್ಕೆ ಪ್ರಥಮ ಸ್ಥಾನ: [729, 679, 893, 693]
- paragraph: ಸಂಬಂಧಿಸಿದವರು ಸುರಕ್ಷತೆ ಮತ್ತು ಮಕ್ಕಳ ಯೋಗಕ್ಷೇಮಕ್ಕೆ ಪೂರಕ ವ್ಯವಸ್ಥೆ ಕಲ್ಪಿಸಬೇಕು. ಮಕ್ಕಳ ಶಾಲಾ ಶಿಕ್ಷಣಕ್ಕೆ ತೊಂದರೆಯಾಗದಂತೆ ನೋಡಿಕೊಳ್ಳಬೇಕು. ಒಂದು ದಿನದಲ್ಲಿ 5 ಗಂಟೆಗಳಿಗಿಂತ ಹೆಚ್ಚು ಸಮಯ ಕೆಲಸ ಮಾಡಿಸಬಾರದು. ವಿಶ್ರಾಂತಿ ಇಲ್ಲದೇ 3 ಗಂಟೆಗಳಿಗಿಂತ ಹೆಚ್ಚು ಕೆಲಸ ಮಾಡಿಸಬಾರದು ಎಂದು ತಿಳಿಸಿದರು.: [318, 1067, 446, 1138]
- bjp-event-image: [396, 622, 691, 843]
- paragraph: ವಿಜಯಪುರ ಫೆ.24: ಕರ್ನಾಟಕ ರಾಜ್ಯ ಮಾನವ ಹಕ್ಕುಗಳ ಆಯೋಗದ ಸದಸ್ಯರಾದ ಎಸ್.ಕೆ.ವಂಟಿಗೋಡಿ ಅವರು ಫೆ.28ರಂದ ಮಾರ್ಚ್ 01ರವರೆಗೆ ವಿಜಯಪುರ ಜಿಲ್ಲಾ ಪ್ರವಾಸ ಕೈಗೊಂಡು ವಿವಿಧ ಕಾರ್ಯಕ್ರಮಗಳಲ್ಲಿ ಭಾಗವಹಿಸಲಿದ್ದಾರೆ.: [34, 741, 236, 771]
- article-human-rights: [25, 686, 245, 1026]
- paragraph: ಫೆ.29ರಂದು ಮಧ್ಯಾಹ್ನ 12 ಗಂಟೆಗೆ ವಿಜಯಪುರಕ್ಕೆ ಆಗಮಿಸಿ ವಿಜಯಪುರದಲ್ಲಿ ವಾಸ್ತವ್ಯ ಮಾಡಲಿದ್ದಾರೆ. ಮಾರ್ಚ್ 01 ರಂದು ವಿಜಯಪುರದ ವಿವಿಧ ಸ್ಥಳಗಳ ಸಂಸ್ಥೆಗಳಿಗೆ ಭೇಟಿ ಹಾಗೂ ಜಿಲ್ಲಾಧಿಕಾರಿಗಳ ಕಚೇರಿ ಸಭಾಂಗಣದಲ್ಲಿ ಅಧಿಕಾರಿಗಳೊಂದಿಗೆ ಸಭೆ ನಡೆಸಲಿದ್ದಾರೆ. ಮಾರ್ಚ್ 02 ರಂದು ಬೆಳಿಗ್ಗೆ 9 ಗಂಟೆಗೆ ವಿಜಯಪುರದಿಂದ ಹುಬ್ಬಳ್ಳಿಗೆ ಪ್ರಯಾಣ ಬೆಳೆಸಲಿದ್ದಾರೆ ಎಂದು ಪ್ರಕಟಣೆ ತಿಳಿಸಿದೆ.: [34, 816, 236, 867]
- date-english: Sunday 25 February 2024: [747, 39, 841, 48]
- cyan-dot: [330, 1446, 341, 1457]
- paragraph: ಇಂಡಿ,ಫೆ.24: ಪಟ್ಟಣದ ಸರ್ಕಾರಿ ಪ್ರಥಮ ದರ್ಜೆಯ ಕಾಲೇಜಿನ ವಿದ್ಯಾರ್ಥಿನಿ ಪ್ರಜ್ಞಾ ಮಾನೆ ರಾಜ್ಯಮಟ್ಟದ ಪ್ರಬಂಧ ಸ್ಪರ್ಧೆಯಲ್ಲಿ ಪ್ರಥಮ ಸ್ಥಾನ ಪಡೆದಿದ್ದಾರೆ. ತಾಲೂಕಿನ ಗ್ರಾಮದ ಬಡ ಕುಟುಂಬದ ವಿದ್ಯಾರ್ಥಿನಿ ಸಾಧನೆಗೆ ಕಾಲೇಜಿನ ಪ್ರಾಂಶುಪಾಲರು, ಉಪನ್ಯಾಸಕರು ಹಾಗೂ ಸಿಬ್ಬಂದಿ ವರ್ಗದವರು ಅಭಿನಂದನೆ ಸಲ್ಲಿಸಿದ್ದಾರೆ. ವಿದ್ಯಾರ್ಥಿನಿಗೆ ಪ್ರಶಸ್ತಿ ಪತ್ರ ಹಾಗೂ ನಗದು ಬಹುಮಾನ ನೀಡಿ ಸನ್ಮಾನಿಸಲಾಯಿತು. ಈ ಸಂದರ್ಭದಲ್ಲಿ ಡಾ.ಶಶಿಕಾಂತ ಪತ್ತಾರ, ಪ್ರಾಚಾರ್ಯ ಎಸ್.ಆರ್.ಪಾಟೀಲ, ಕರ್ನಾಟಕ ರಾಜ್ಯ ಸರ್ಕಾರಿ ನೌಕರರ ಸಂಘದ ಪದಾಧಿಕಾರಿಗಳು ಉಪಸ್ಥಿತರಿದ್ದರು.: [705, 711, 809, 863]
- crowd-rally-image: [35, 112, 236, 411]
- article-body: [701, 937, 921, 1000]
